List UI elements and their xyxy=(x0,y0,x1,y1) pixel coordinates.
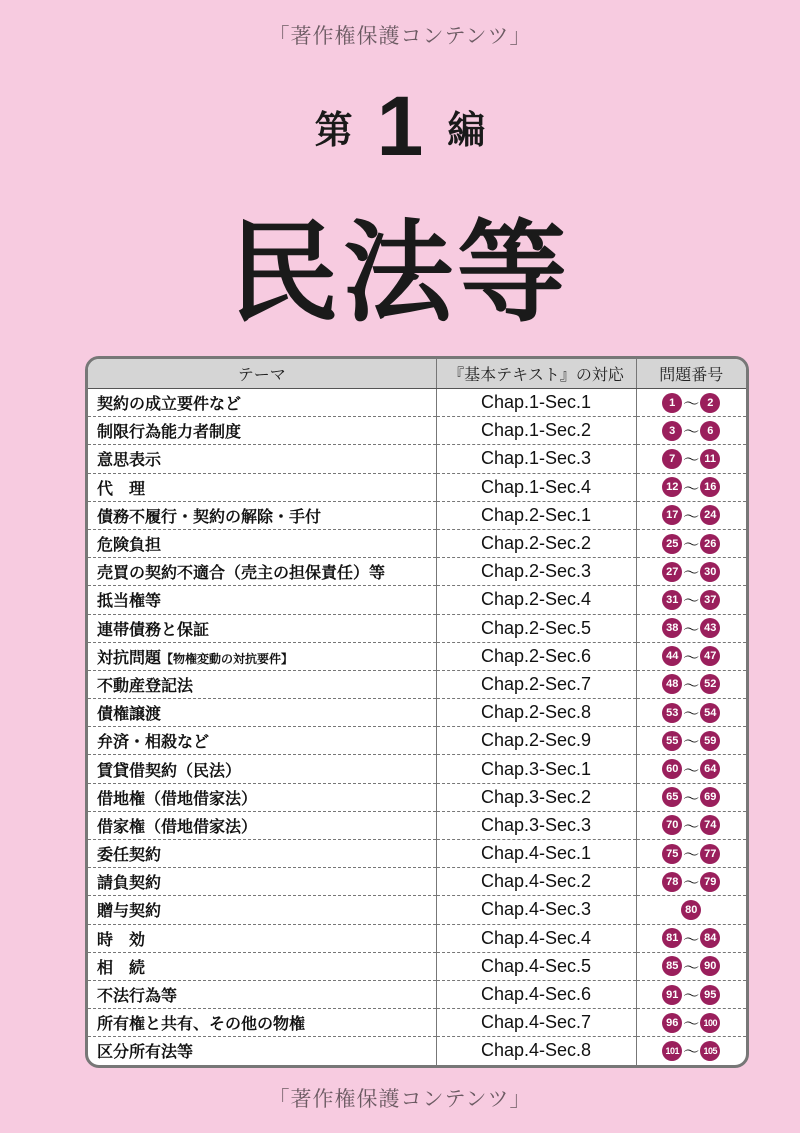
text-reference-cell: Chap.4-Sec.7 xyxy=(436,1009,636,1037)
problem-number-badge: 54 xyxy=(700,703,720,723)
part-heading xyxy=(0,78,800,175)
problem-number-badge: 31 xyxy=(662,590,682,610)
text-reference-cell: Chap.2-Sec.7 xyxy=(436,670,636,698)
problem-number-badge: 90 xyxy=(700,956,720,976)
problem-number-badge: 37 xyxy=(700,590,720,610)
text-reference-cell: Chap.1-Sec.4 xyxy=(436,473,636,501)
text-reference-cell: Chap.2-Sec.9 xyxy=(436,727,636,755)
range-tilde: 〜 xyxy=(683,619,700,639)
problem-number-badge: 80 xyxy=(681,900,701,920)
theme-cell xyxy=(88,924,436,952)
text-reference-cell: Chap.1-Sec.3 xyxy=(436,445,636,473)
problem-number-badge: 17 xyxy=(662,505,682,525)
problem-number-badge: 24 xyxy=(700,505,720,525)
header-text-reference: 『基本テキスト』の対応 xyxy=(436,359,636,389)
problem-range-cell xyxy=(636,840,746,868)
table-row xyxy=(88,1037,746,1065)
theme-cell xyxy=(88,417,436,445)
text-reference-cell: Chap.2-Sec.6 xyxy=(436,642,636,670)
problem-number-badge: 65 xyxy=(662,787,682,807)
problem-range-cell xyxy=(636,868,746,896)
theme-label: 契約の成立要件など xyxy=(97,394,242,414)
text-reference-cell: Chap.4-Sec.2 xyxy=(436,868,636,896)
theme-cell xyxy=(88,642,436,670)
problem-number-badge: 105 xyxy=(700,1041,720,1061)
table-row xyxy=(88,952,746,980)
text-reference-cell: Chap.2-Sec.5 xyxy=(436,614,636,642)
theme-label: 売買の契約不適合（売主の担保責任）等 xyxy=(97,563,386,583)
range-tilde: 〜 xyxy=(683,563,700,583)
table-row xyxy=(88,389,746,417)
theme-cell xyxy=(88,840,436,868)
part-suffix: 編 xyxy=(447,108,486,152)
problem-number-badge: 85 xyxy=(662,956,682,976)
theme-label: 区分所有法等 xyxy=(97,1042,194,1062)
problem-number-badge: 12 xyxy=(662,477,682,497)
text-reference-cell: Chap.4-Sec.5 xyxy=(436,952,636,980)
theme-label: 債権譲渡 xyxy=(97,704,162,724)
text-reference-cell: Chap.4-Sec.4 xyxy=(436,924,636,952)
problem-number-badge: 47 xyxy=(700,646,720,666)
text-reference-cell: Chap.4-Sec.3 xyxy=(436,896,636,924)
theme-cell xyxy=(88,501,436,529)
problem-number-badge: 43 xyxy=(700,618,720,638)
text-reference-cell: Chap.2-Sec.8 xyxy=(436,699,636,727)
problem-number-badge: 1 xyxy=(662,393,682,413)
theme-cell xyxy=(88,389,436,417)
theme-label: 意思表示 xyxy=(97,450,162,470)
theme-label: 賃貸借契約（民法） xyxy=(97,760,242,780)
theme-cell xyxy=(88,614,436,642)
problem-number-badge: 7 xyxy=(662,449,682,469)
problem-number-badge: 91 xyxy=(662,985,682,1005)
theme-cell xyxy=(88,445,436,473)
theme-cell xyxy=(88,699,436,727)
theme-label: 委任契約 xyxy=(97,845,162,865)
problem-range-cell xyxy=(636,558,746,586)
range-tilde: 〜 xyxy=(683,675,700,695)
part-prefix: 第 xyxy=(314,108,353,152)
problem-number-badge: 3 xyxy=(662,421,682,441)
problem-number-badge: 59 xyxy=(700,731,720,751)
table-row xyxy=(88,670,746,698)
problem-range-cell xyxy=(636,924,746,952)
text-reference-cell: Chap.4-Sec.1 xyxy=(436,840,636,868)
range-tilde: 〜 xyxy=(683,478,700,498)
problem-number-badge: 6 xyxy=(700,421,720,441)
theme-label: 危険負担 xyxy=(97,535,162,555)
problem-range-cell xyxy=(636,389,746,417)
theme-cell xyxy=(88,1037,436,1065)
table-row xyxy=(88,811,746,839)
theme-cell xyxy=(88,952,436,980)
range-tilde: 〜 xyxy=(683,535,700,555)
table-row xyxy=(88,783,746,811)
text-reference-cell: Chap.2-Sec.2 xyxy=(436,529,636,557)
problem-range-cell xyxy=(636,642,746,670)
watermark-top: 「著作権保護コンテンツ」 xyxy=(268,24,532,48)
problem-number-badge: 16 xyxy=(700,477,720,497)
theme-cell xyxy=(88,586,436,614)
theme-cell xyxy=(88,558,436,586)
problem-range-cell xyxy=(636,783,746,811)
range-tilde: 〜 xyxy=(683,394,700,414)
text-reference-cell: Chap.2-Sec.3 xyxy=(436,558,636,586)
problem-number-badge: 95 xyxy=(700,985,720,1005)
range-tilde: 〜 xyxy=(683,873,700,893)
theme-cell xyxy=(88,529,436,557)
problem-range-cell xyxy=(636,727,746,755)
problem-range-cell xyxy=(636,445,746,473)
problem-number-badge: 38 xyxy=(662,618,682,638)
problem-range-cell xyxy=(636,980,746,1008)
contents-table xyxy=(85,356,749,1068)
problem-range-cell xyxy=(636,529,746,557)
problem-number-badge: 84 xyxy=(700,928,720,948)
theme-note: 【物権変動の対抗要件】 xyxy=(161,651,294,666)
table-row xyxy=(88,1009,746,1037)
table-row xyxy=(88,699,746,727)
theme-cell xyxy=(88,727,436,755)
text-reference-cell: Chap.1-Sec.1 xyxy=(436,389,636,417)
theme-label: 不法行為等 xyxy=(97,986,178,1006)
theme-label: 弁済・相殺など xyxy=(97,732,210,752)
table-row xyxy=(88,868,746,896)
problem-range-cell xyxy=(636,1037,746,1065)
range-tilde: 〜 xyxy=(683,506,700,526)
theme-cell xyxy=(88,670,436,698)
problem-number-badge: 70 xyxy=(662,815,682,835)
text-reference-cell: Chap.1-Sec.2 xyxy=(436,417,636,445)
table-row xyxy=(88,417,746,445)
range-tilde: 〜 xyxy=(683,647,700,667)
problem-number-badge: 81 xyxy=(662,928,682,948)
problem-range-cell xyxy=(636,811,746,839)
problem-range-cell xyxy=(636,586,746,614)
theme-label: 贈与契約 xyxy=(97,901,162,921)
theme-label: 借地権（借地借家法） xyxy=(97,788,258,808)
text-reference-cell: Chap.3-Sec.3 xyxy=(436,811,636,839)
table-header-row xyxy=(88,359,746,389)
theme-cell xyxy=(88,783,436,811)
theme-label: 請負契約 xyxy=(97,873,162,893)
theme-cell xyxy=(88,980,436,1008)
text-reference-cell: Chap.4-Sec.6 xyxy=(436,980,636,1008)
problem-range-cell xyxy=(636,473,746,501)
problem-number-badge: 25 xyxy=(662,534,682,554)
theme-cell xyxy=(88,896,436,924)
theme-cell xyxy=(88,811,436,839)
problem-number-badge: 48 xyxy=(662,674,682,694)
table-row xyxy=(88,501,746,529)
problem-number-badge: 75 xyxy=(662,844,682,864)
theme-cell xyxy=(88,473,436,501)
part-number: 1 xyxy=(376,79,424,173)
range-tilde: 〜 xyxy=(683,1014,700,1034)
theme-cell xyxy=(88,755,436,783)
theme-label: 時 効 xyxy=(97,929,146,949)
problem-number-badge: 100 xyxy=(700,1013,720,1033)
problem-range-cell xyxy=(636,501,746,529)
range-tilde: 〜 xyxy=(683,845,700,865)
text-reference-cell: Chap.4-Sec.8 xyxy=(436,1037,636,1065)
theme-label: 制限行為能力者制度 xyxy=(97,422,242,442)
problem-range-cell xyxy=(636,417,746,445)
range-tilde: 〜 xyxy=(683,986,700,1006)
table-row xyxy=(88,980,746,1008)
problem-number-badge: 52 xyxy=(700,674,720,694)
range-tilde: 〜 xyxy=(683,957,700,977)
theme-cell xyxy=(88,1009,436,1037)
theme-label: 対抗問題 xyxy=(97,647,162,667)
problem-range-cell xyxy=(636,952,746,980)
range-tilde: 〜 xyxy=(683,816,700,836)
problem-number-badge: 64 xyxy=(700,759,720,779)
range-tilde: 〜 xyxy=(683,760,700,780)
theme-cell xyxy=(88,868,436,896)
problem-range-cell xyxy=(636,896,746,924)
problem-number-badge: 44 xyxy=(662,646,682,666)
table-row xyxy=(88,473,746,501)
table-row xyxy=(88,614,746,642)
range-tilde: 〜 xyxy=(683,732,700,752)
problem-range-cell xyxy=(636,614,746,642)
range-tilde: 〜 xyxy=(683,788,700,808)
theme-label: 抵当権等 xyxy=(97,591,162,611)
problem-number-badge: 26 xyxy=(700,534,720,554)
theme-label: 所有権と共有、その他の物権 xyxy=(97,1014,306,1034)
table-row xyxy=(88,558,746,586)
watermark-bottom: 「著作権保護コンテンツ」 xyxy=(268,1087,532,1111)
theme-label: 相 続 xyxy=(97,957,146,977)
table-row xyxy=(88,727,746,755)
range-tilde: 〜 xyxy=(683,591,700,611)
problem-number-badge: 69 xyxy=(700,787,720,807)
problem-number-badge: 11 xyxy=(700,449,720,469)
text-reference-cell: Chap.3-Sec.1 xyxy=(436,755,636,783)
table-body xyxy=(88,389,746,1065)
table-row xyxy=(88,642,746,670)
problem-number-badge: 78 xyxy=(662,872,682,892)
table-row xyxy=(88,529,746,557)
table-row xyxy=(88,445,746,473)
text-reference-cell: Chap.3-Sec.2 xyxy=(436,783,636,811)
table-row xyxy=(88,755,746,783)
problem-number-badge: 77 xyxy=(700,844,720,864)
range-tilde: 〜 xyxy=(683,450,700,470)
problem-range-cell xyxy=(636,1009,746,1037)
table-row xyxy=(88,896,746,924)
problem-number-badge: 30 xyxy=(700,562,720,582)
theme-label: 代 理 xyxy=(97,478,146,498)
range-tilde: 〜 xyxy=(683,1042,700,1062)
problem-range-cell xyxy=(636,699,746,727)
table-row xyxy=(88,840,746,868)
problem-range-cell xyxy=(636,755,746,783)
text-reference-cell: Chap.2-Sec.4 xyxy=(436,586,636,614)
header-theme: テーマ xyxy=(88,359,436,389)
range-tilde: 〜 xyxy=(683,422,700,442)
theme-label: 不動産登記法 xyxy=(97,675,194,695)
problem-number-badge: 101 xyxy=(662,1041,682,1061)
problem-number-badge: 96 xyxy=(662,1013,682,1033)
problem-number-badge: 27 xyxy=(662,562,682,582)
problem-number-badge: 55 xyxy=(662,731,682,751)
problem-range-cell xyxy=(636,670,746,698)
table-row xyxy=(88,586,746,614)
page-title: 民法等 xyxy=(229,209,571,337)
range-tilde: 〜 xyxy=(683,704,700,724)
theme-label: 借家権（借地借家法） xyxy=(97,816,258,836)
header-problem-numbers: 問題番号 xyxy=(636,359,746,389)
problem-number-badge: 60 xyxy=(662,759,682,779)
problem-number-badge: 2 xyxy=(700,393,720,413)
text-reference-cell: Chap.2-Sec.1 xyxy=(436,501,636,529)
theme-label: 債務不履行・契約の解除・手付 xyxy=(97,506,322,526)
problem-number-badge: 74 xyxy=(700,815,720,835)
table-row xyxy=(88,924,746,952)
range-tilde: 〜 xyxy=(683,929,700,949)
problem-number-badge: 79 xyxy=(700,872,720,892)
theme-label: 連帯債務と保証 xyxy=(97,619,210,639)
problem-number-badge: 53 xyxy=(662,703,682,723)
